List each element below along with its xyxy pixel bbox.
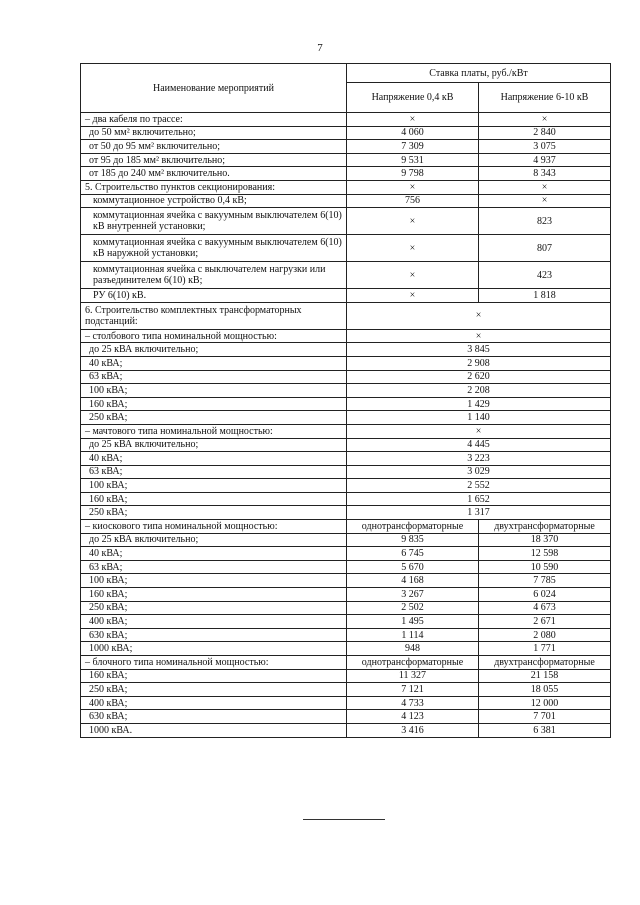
row-value-610kv: 4 673 [479,601,611,615]
row-name: до 25 кВА включительно; [81,533,347,547]
table-row [81,452,611,466]
row-name: 250 кВА; [81,683,347,697]
table-row [81,547,611,561]
row-name: 160 кВА; [81,492,347,506]
table-row [81,492,611,506]
row-value-610kv: 6 381 [479,723,611,737]
row-name: 250 кВА; [81,411,347,425]
table-row [81,642,611,656]
row-value-610kv: × [479,180,611,194]
row-value-04kv: 6 745 [347,547,479,561]
row-value-merged: 1 140 [347,411,611,425]
table-row [81,710,611,724]
row-name: – блочного типа номинальной мощностью: [81,656,347,670]
row-name: коммутационная ячейка с выключателем нагрузки или разъединителем 6(10) кВ; [81,262,347,289]
table-row [81,574,611,588]
row-value-04kv: 4 060 [347,126,479,140]
table-row [81,289,611,303]
row-name: 160 кВА; [81,669,347,683]
table-row [81,533,611,547]
table-row [81,683,611,697]
row-value-04kv: × [347,208,479,235]
row-value-610kv: 7 785 [479,574,611,588]
row-value-610kv: 3 075 [479,140,611,154]
table-row [81,329,611,343]
row-name: коммутационная ячейка с вакуумным выключателем 6(10) кВ внутренней установки; [81,208,347,235]
table-row [81,723,611,737]
row-value-04kv: 4 168 [347,574,479,588]
row-name: до 25 кВА включительно; [81,438,347,452]
row-value-merged: 1 317 [347,506,611,520]
row-value-04kv: 3 416 [347,723,479,737]
row-value-04kv: 3 267 [347,588,479,602]
row-value-610kv: 2 080 [479,628,611,642]
row-value-04kv: 11 327 [347,669,479,683]
row-name: от 95 до 185 мм² включительно; [81,153,347,167]
row-value-merged: 4 445 [347,438,611,452]
row-value-610kv: 18 055 [479,683,611,697]
table-row [81,397,611,411]
row-value-610kv: 1 771 [479,642,611,656]
row-name: до 50 мм² включительно; [81,126,347,140]
table-row [81,126,611,140]
table-row [81,601,611,615]
table-row [81,153,611,167]
table-row [81,302,611,329]
row-value-610kv: × [479,113,611,127]
row-name: от 185 до 240 мм² включительно. [81,167,347,181]
row-name: 40 кВА; [81,452,347,466]
row-value-610kv: 823 [479,208,611,235]
table-body [81,113,611,738]
row-name: до 25 кВА включительно; [81,343,347,357]
row-value-04kv: 4 733 [347,696,479,710]
table-row [81,262,611,289]
row-value-610kv: 807 [479,235,611,262]
row-value-merged: × [347,329,611,343]
row-value-merged: × [347,302,611,329]
row-name: 63 кВА; [81,370,347,384]
row-value-610kv: 1 818 [479,289,611,303]
row-name: РУ 6(10) кВ. [81,289,347,303]
row-value-04kv: × [347,289,479,303]
row-value-merged: 1 429 [347,397,611,411]
header-voltage-04: Напряжение 0,4 кВ [347,83,479,113]
rates-table [80,63,611,738]
table-row [81,356,611,370]
row-name: 160 кВА; [81,397,347,411]
row-name: 630 кВА; [81,628,347,642]
row-value-610kv: 21 158 [479,669,611,683]
row-name: 400 кВА; [81,615,347,629]
table-row [81,465,611,479]
row-name: – два кабеля по трассе: [81,113,347,127]
row-value-04kv: однотрансформаторные [347,656,479,670]
row-value-04kv: × [347,262,479,289]
header-rate-column: Ставка платы, руб./кВт [347,64,611,83]
row-name: 63 кВА; [81,465,347,479]
row-name: 1000 кВА. [81,723,347,737]
row-value-merged: 3 223 [347,452,611,466]
row-value-04kv: × [347,113,479,127]
row-name: 160 кВА; [81,588,347,602]
row-name: 100 кВА; [81,479,347,493]
table-row [81,438,611,452]
table-row [81,140,611,154]
table-row [81,343,611,357]
row-name: коммутационное устройство 0,4 кВ; [81,194,347,208]
row-value-04kv: 9 531 [347,153,479,167]
row-value-merged: 1 652 [347,492,611,506]
table-row [81,479,611,493]
row-value-04kv: однотрансформаторные [347,520,479,534]
row-value-610kv: 18 370 [479,533,611,547]
row-value-merged: × [347,424,611,438]
table-row [81,167,611,181]
row-name: 100 кВА; [81,574,347,588]
row-value-merged: 3 029 [347,465,611,479]
row-name: 6. Строительство комплектных трансформаторных подстанций: [81,302,347,329]
row-name: 250 кВА; [81,601,347,615]
row-value-04kv: 7 121 [347,683,479,697]
row-value-610kv: двухтрансформаторные [479,656,611,670]
row-value-04kv: 5 670 [347,560,479,574]
table-row [81,588,611,602]
table-row [81,180,611,194]
header-name-column: Наименование мероприятий [81,64,347,113]
row-value-04kv: 1 114 [347,628,479,642]
table-row [81,669,611,683]
row-value-04kv: × [347,235,479,262]
table-row [81,520,611,534]
row-name: 250 кВА; [81,506,347,520]
row-name: – киоскового типа номинальной мощностью: [81,520,347,534]
table-row [81,370,611,384]
row-value-04kv: 4 123 [347,710,479,724]
row-value-610kv: × [479,194,611,208]
row-value-610kv: 12 000 [479,696,611,710]
row-value-610kv: 7 701 [479,710,611,724]
row-name: 40 кВА; [81,356,347,370]
table-row [81,615,611,629]
row-value-04kv: 1 495 [347,615,479,629]
table-row [81,235,611,262]
row-value-04kv: 948 [347,642,479,656]
table-row [81,208,611,235]
row-value-merged: 2 208 [347,384,611,398]
table-row [81,506,611,520]
row-name: от 50 до 95 мм² включительно; [81,140,347,154]
row-value-610kv: 2 840 [479,126,611,140]
row-name: – столбового типа номинальной мощностью: [81,329,347,343]
row-value-04kv: 7 309 [347,140,479,154]
row-value-merged: 2 620 [347,370,611,384]
row-value-610kv: двухтрансформаторные [479,520,611,534]
row-name: 1000 кВА; [81,642,347,656]
bottom-rule [303,819,385,820]
row-value-610kv: 8 343 [479,167,611,181]
row-name: 5. Строительство пунктов секционирования: [81,180,347,194]
page-number: 7 [317,42,323,54]
table-header [81,64,611,113]
row-value-610kv: 2 671 [479,615,611,629]
row-name: 400 кВА; [81,696,347,710]
row-name: 100 кВА; [81,384,347,398]
row-value-610kv: 12 598 [479,547,611,561]
row-value-merged: 3 845 [347,343,611,357]
row-name: коммутационная ячейка с вакуумным выключателем 6(10) кВ наружной установки; [81,235,347,262]
row-value-merged: 2 552 [347,479,611,493]
row-value-04kv: × [347,180,479,194]
table-row [81,560,611,574]
row-value-04kv: 2 502 [347,601,479,615]
row-value-610kv: 10 590 [479,560,611,574]
row-value-04kv: 9 798 [347,167,479,181]
row-value-610kv: 4 937 [479,153,611,167]
table-row [81,384,611,398]
row-name: – мачтового типа номинальной мощностью: [81,424,347,438]
row-name: 630 кВА; [81,710,347,724]
row-value-04kv: 9 835 [347,533,479,547]
row-name: 63 кВА; [81,560,347,574]
table-row [81,424,611,438]
table-row [81,194,611,208]
table-row [81,411,611,425]
header-voltage-610: Напряжение 6-10 кВ [479,83,611,113]
table-row [81,696,611,710]
table-row [81,628,611,642]
row-name: 40 кВА; [81,547,347,561]
table-row [81,656,611,670]
row-value-610kv: 423 [479,262,611,289]
row-value-04kv: 756 [347,194,479,208]
table-row [81,113,611,127]
row-value-610kv: 6 024 [479,588,611,602]
row-value-merged: 2 908 [347,356,611,370]
